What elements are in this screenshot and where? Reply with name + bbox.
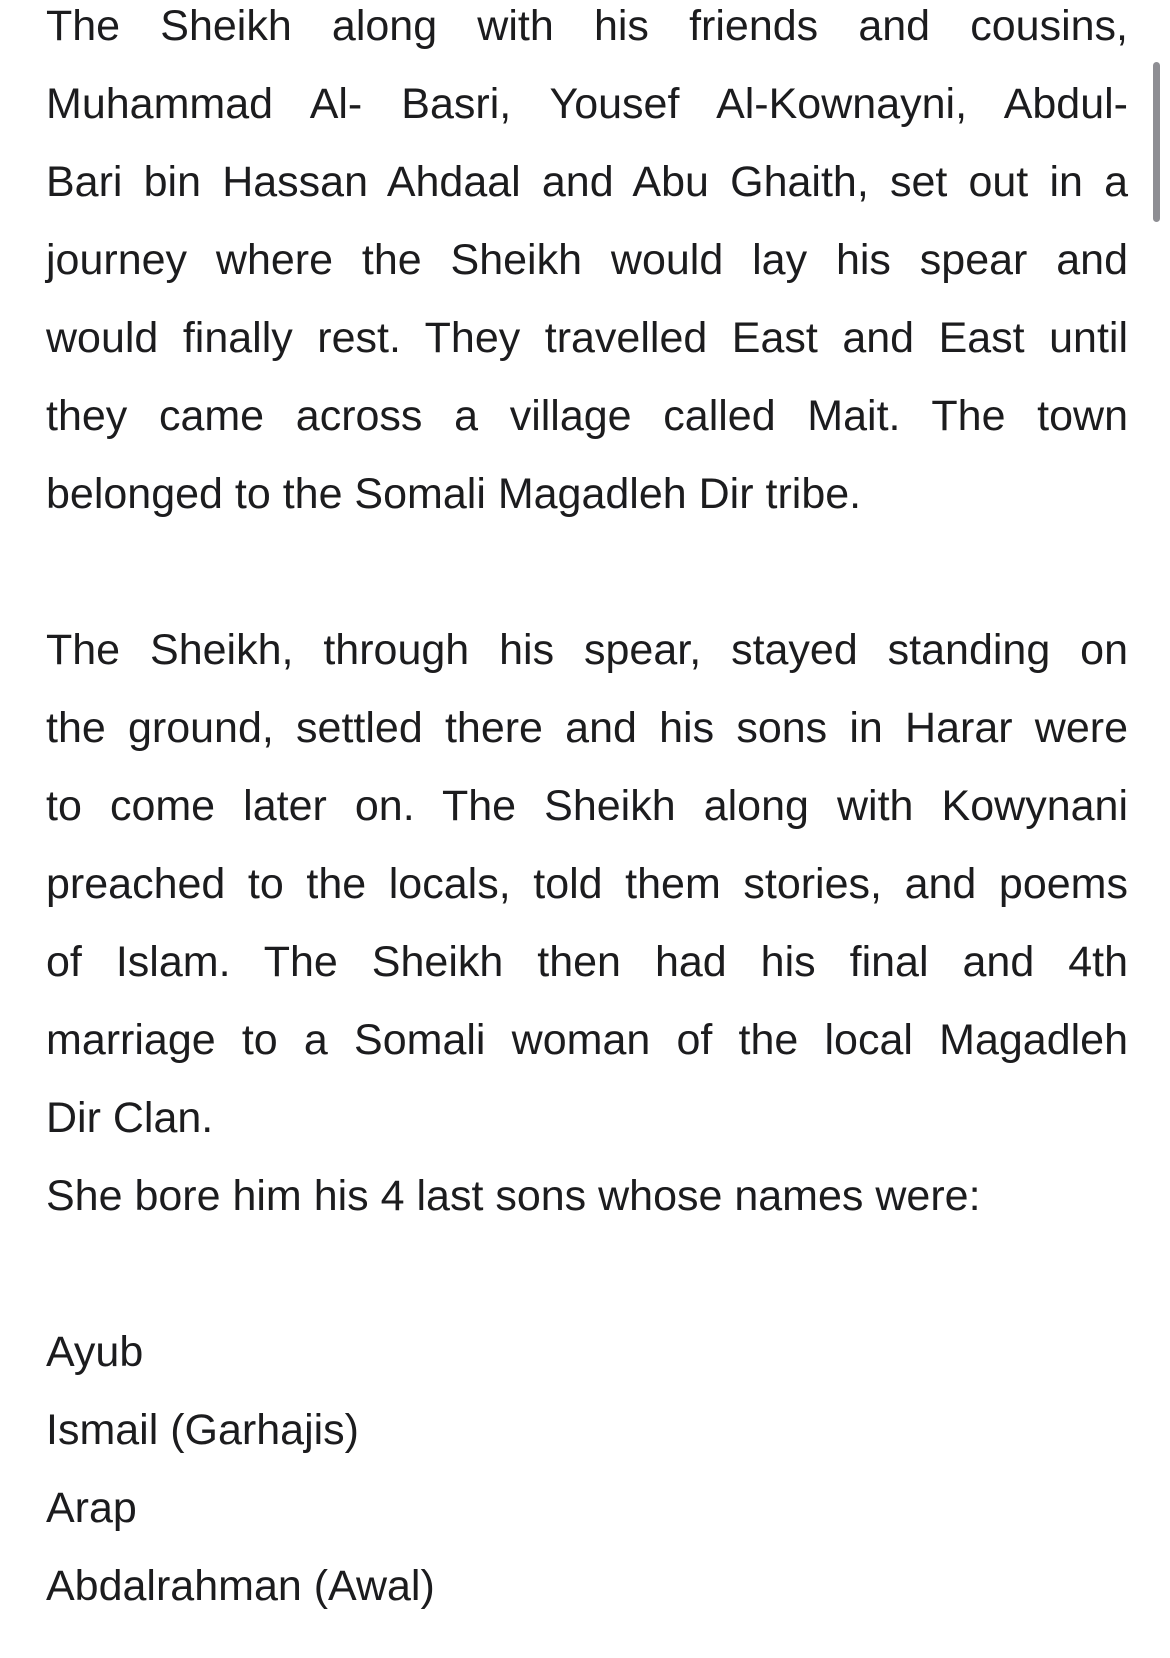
document-body [46,0,1128,1625]
paragraph-spacer [46,1235,1128,1313]
paragraph-1 [46,0,1128,533]
intro-sentence: She bore him his 4 last sons whose names were: [46,1172,981,1220]
paragraph-line: Dir Clan. [46,1094,214,1142]
paragraph-line: preached to the locals, told them stories, and poems [46,860,1128,908]
paragraph-line: Muhammad Al- Basri, Yousef Al-Kownayni, Abdul- [46,80,1128,128]
paragraph-line: they came across a village called Mait. The town [46,392,1128,440]
list-item: Ayub [46,1328,144,1376]
paragraph-line: to come later on. The Sheikh along with Kowynani [46,782,1128,830]
paragraph-line: The Sheikh along with his friends and cousins, [46,2,1128,50]
paragraph-line: journey where the Sheikh would lay his spear and [46,236,1128,284]
vertical-scrollbar[interactable] [1153,62,1160,222]
list-item: Arap [46,1484,137,1532]
paragraph-line: marriage to a Somali woman of the local Magadleh [46,1016,1128,1064]
list-item: Ismail (Garhajis) [46,1406,359,1454]
paragraph-spacer [46,533,1128,611]
list-item: Abdalrahman (Awal) [46,1562,435,1610]
paragraph-line: The Sheikh, through his spear, stayed standing on [46,626,1128,674]
paragraph-line: Bari bin Hassan Ahdaal and Abu Ghaith, set out in a [46,158,1128,206]
paragraph-line: would finally rest. They travelled East and East until [46,314,1128,362]
paragraph-line: the ground, settled there and his sons in Harar were [46,704,1128,752]
paragraph-line: belonged to the Somali Magadleh Dir tribe. [46,470,862,518]
paragraph-line: of Islam. The Sheikh then had his final and 4th [46,938,1128,986]
sons-list [46,1313,1128,1625]
paragraph-2 [46,611,1128,1235]
